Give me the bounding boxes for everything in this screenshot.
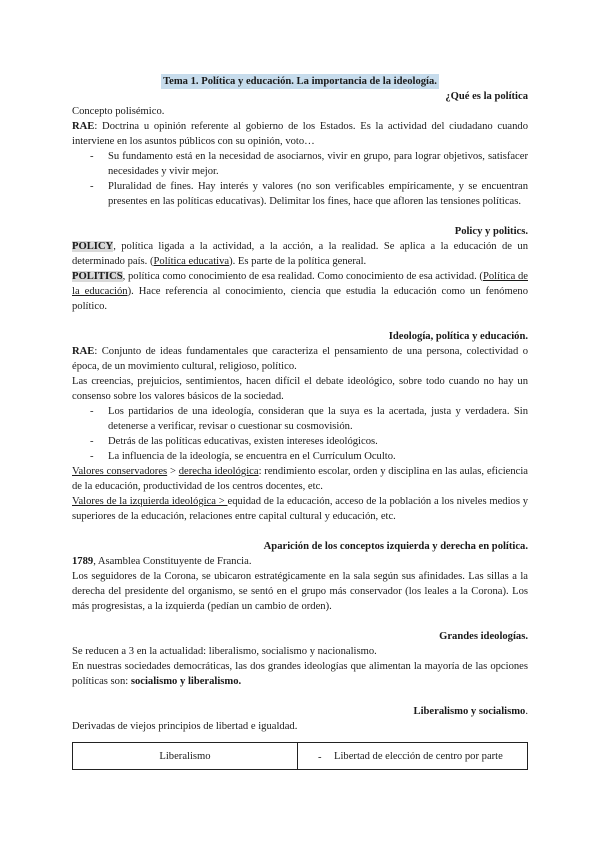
table-cell-liberalismo: Liberalismo [73, 743, 298, 770]
document-page [72, 74, 528, 770]
section-heading-policy-politics: Policy y politics. [454, 226, 528, 237]
paragraph-politics: POLITICS, política como conocimiento de esa realidad. Como conocimiento de esa actividad. (Política de la educación). Hace referencia al conocimiento, ciencia que estudia la educación como un fenómeno político. [72, 271, 529, 312]
paragraph: RAE: Conjunto de ideas fundamentales que caracteriza el pensamiento de una persona, colectividad o época, de un movimiento cultural, religioso, político. [72, 346, 528, 372]
paragraph: Concepto polisémico. [72, 106, 165, 117]
list-item: - Detrás de las políticas educativas, existen intereses ideológicos. [90, 436, 378, 447]
paragraph: Los seguidores de la Corona, se ubicaron estratégicamente en la sala según sus afinidades. Las sillas a la derecha del presidente del organismo, se sentó en el grupo más conservador (los leales a la Corona). Los más progresistas, a la izquierda (pedían un cambio de orden). [72, 571, 528, 612]
paragraph: En nuestras sociedades democráticas, las dos grandes ideologías que alimentan la mayoría de las opciones políticas son: socialismo y liberalismo. [72, 661, 528, 687]
document-title-row [72, 74, 528, 89]
section-heading-izquierda-derecha: Aparición de los conceptos izquierda y derecha en política. [263, 541, 528, 552]
paragraph: 1789, Asamblea Constituyente de Francia. [72, 556, 252, 567]
table-row [73, 743, 528, 770]
rae-label: RAE [72, 121, 95, 132]
comparison-table [72, 742, 528, 770]
dash-marker: - [90, 451, 94, 462]
dash-marker: - [90, 406, 94, 417]
section-heading-grandes-ideologias: Grandes ideologías. [439, 631, 528, 642]
paragraph: Se reducen a 3 en la actualidad: liberalismo, socialismo y nacionalismo. [72, 646, 377, 657]
rae-label: RAE [72, 346, 95, 357]
dash-marker: - [90, 436, 94, 447]
paragraph-left-values: Valores de la izquierda ideológica > equidad de la educación, acceso de la población a los niveles medios y superiores de la educación, relaciones entre capital cultural y educación, etc. [72, 496, 528, 522]
bullet-list [72, 404, 528, 464]
politics-link: Política de la educación [72, 271, 528, 297]
year: 1789 [72, 556, 94, 567]
paragraph: Las creencias, prejuicios, sentimientos, hacen difícil el debate ideológico, sobre todo cuando no hay un consenso sobre los valores básicos de la sociedad. [72, 376, 528, 402]
section-heading-liberalismo-socialismo: Liberalismo y socialismo. [413, 706, 528, 717]
politics-label: POLITICS [72, 271, 123, 282]
list-item: - Su fundamento está en la necesidad de asociarnos, vivir en grupo, para lograr objetivos, satisfacer necesidades y vivir mejor. [90, 151, 528, 177]
dash-marker: - [318, 752, 322, 763]
section-heading-que-es-la-politica: ¿Qué es la política [445, 91, 528, 102]
list-item: - Los partidarios de una ideología, consideran que la suya es la acertada, justa y verdadera. Sin detenerse a verificar, revisar o cuestionar su cosmovisión. [90, 406, 528, 432]
document-title: Tema 1. Política y educación. La importancia de la ideología. [163, 76, 437, 87]
paragraph-conservative-values: Valores conservadores > derecha ideológica: rendimiento escolar, orden y disciplina en las aulas, eficiencia de la educación, productividad de los centros docentes, etc. [72, 466, 528, 492]
paragraph-policy: POLICY, política ligada a la actividad, a la acción, a la realidad. Se aplica a la educación de un determinado país. (Política educativa). Es parte de la política general. [72, 241, 528, 267]
dash-marker: - [90, 181, 94, 192]
list-item: - La influencia de la ideología, se encuentra en el Currículum Oculto. [90, 451, 396, 462]
list-item: - Pluralidad de fines. Hay interés y valores (no son verificables empíricamente, y se encuentran presentes en las políticas educativas). Delimitar los fines, hace que afloren las tensiones políticas. [90, 181, 528, 207]
dash-marker: - [90, 151, 94, 162]
paragraph [72, 119, 528, 149]
table-cell-description: - Libertad de elección de centro por parte [298, 743, 528, 770]
section-heading-ideologia: Ideología, política y educación. [388, 331, 528, 342]
rae-definition: : Doctrina u opinión referente al gobierno de los Estados. Es la actividad del ciudadano cuando interviene en los asuntos públicos con su opinión, voto… [72, 121, 528, 147]
policy-link: Política educativa [153, 256, 230, 267]
bullet-list [72, 149, 528, 209]
paragraph: Derivadas de viejos principios de libertad e igualdad. [72, 721, 298, 732]
policy-label: POLICY [72, 241, 114, 252]
